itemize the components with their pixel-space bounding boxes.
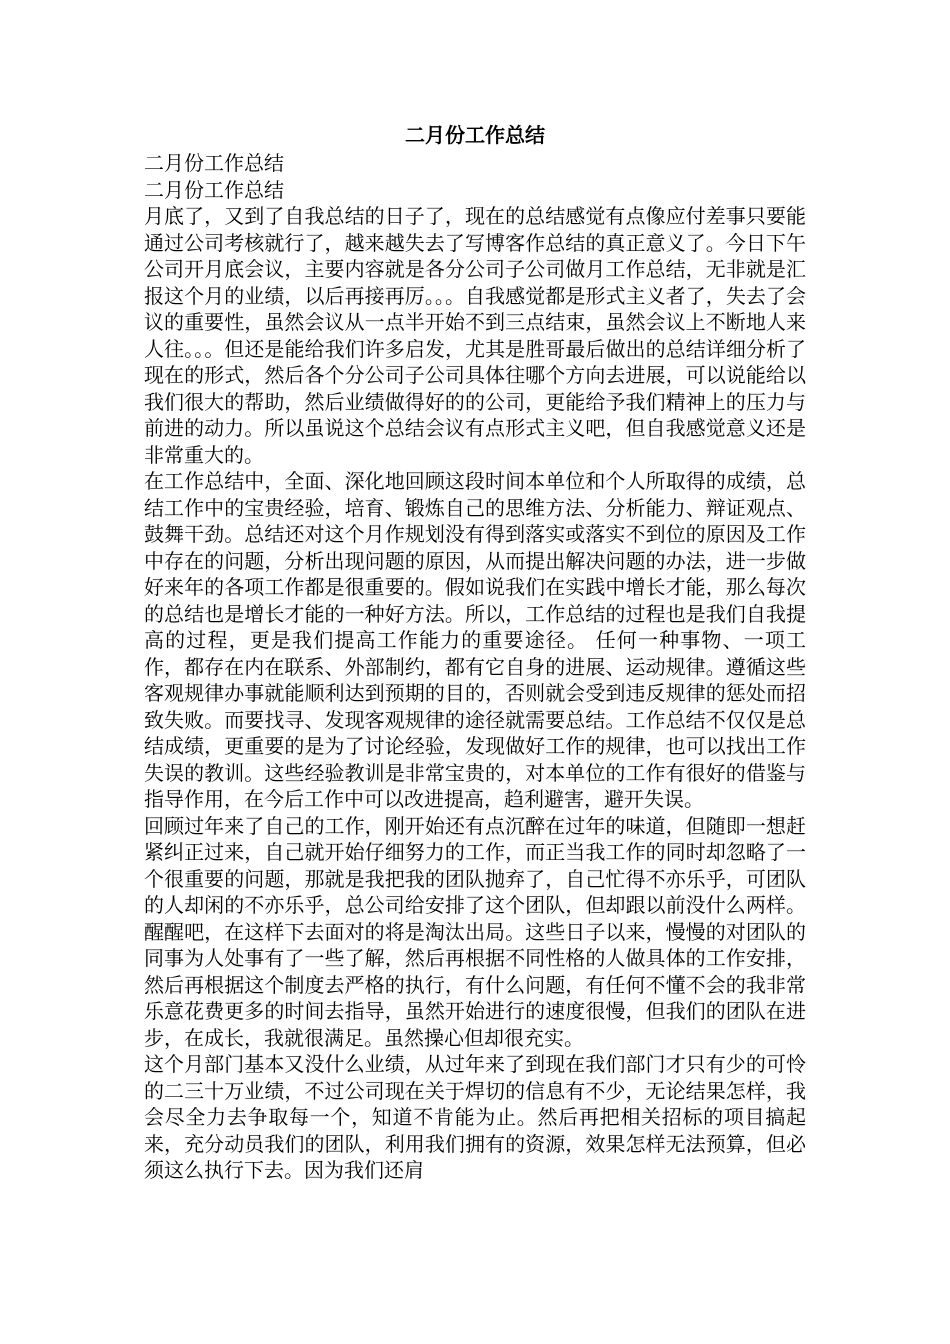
body-paragraph: 这个月部门基本又没什么业绩，从过年来了到现在我们部门才只有少的可怜的二三十万业绩，不过公司现在关于焊切的信息有不少，无论结果怎样，我会尽全力去争取每一个，知道不肯能为止。然后再把相关招标的项目搞起来，充分动员我们的团队，利用我们拥有的资源，效果怎样无法预算，但必须这么执行下去。因为我们还肩 [144, 1052, 806, 1182]
document-title: 二月份工作总结 [405, 123, 545, 147]
body-paragraph: 在工作总结中，全面、深化地回顾这段时间本单位和个人所取得的成绩，总结工作中的宝贵经验，培育、锻炼自己的思维方法、分析能力、辩证观点、鼓舞干劲。总结还对这个月作规划没有得到落实或落实不到位的原因及工作中存在的问题，分析出现问题的原因，从而提出解决问题的办法，进一步做好来年的各项工作都是很重要的。假如说我们在实践中增长才能，那么每次的总结也是增长才能的一种好方法。所以，工作总结的过程也是我们自我提高的过程，更是我们提高工作能力的重要途径。 任何一种事物、一项工作，都存在内在联系、外部制约，都有它自身的进展、运动规律。遵循这些客观规律办事就能顺利达到预期的目的，否则就会受到违反规律的惩处而招致失败。而要找寻、发现客观规律的途径就需要总结。工作总结不仅仅是总结成绩，更重要的是为了讨论经验，发现做好工作的规律，也可以找出工作失误的教训。这些经验教训是非常宝贵的，对本单位的工作有很好的借鉴与指导作用，在今后工作中可以改进提高，趋利避害，避开失误。 [144, 469, 806, 811]
subtitle-line: 二月份工作总结 [144, 177, 284, 202]
document-page [144, 120, 806, 1184]
subtitle-line: 二月份工作总结 [144, 151, 284, 175]
body-paragraph: 回顾过年来了自己的工作，刚开始还有点沉醉在过年的味道，但随即一想赶紧纠正过来，自己就开始仔细努力的工作，而正当我工作的同时却忽略了一个很重要的问题，那就是我把我的团队抛弃了，自己忙得不亦乐乎，可团队的人却闲的不亦乐乎，总公司给安排了这个团队，但却跟以前没什么两样。醒醒吧，在这样下去面对的将是淘汰出局。这些日子以来，慢慢的对团队的同事为人处事有了一些了解，然后再根据不同性格的人做具体的工作安排，然后再根据这个制度去严格的执行，有什么问题，有任何不懂不会的我非常乐意花费更多的时间去指导，虽然开始进行的速度很慢，但我们的团队在进步，在成长，我就很满足。虽然操心但却很充实。 [144, 813, 806, 1050]
body-paragraph: 月底了，又到了自我总结的日子了，现在的总结感觉有点像应付差事只要能通过公司考核就行了，越来越失去了写博客作总结的真正意义了。今日下午公司开月底会议，主要内容就是各分公司子公司做月工作总结，无非就是汇报这个月的业绩，以后再接再厉。。。自我感觉都是形式主义者了，失去了会议的重要性，虽然会议从一点半开始不到三点结束，虽然会议上不断地人来人往。。。但还是能给我们许多启发，尤其是胜哥最后做出的总结详细分析了现在的形式，然后各个分公司子公司具体往哪个方向去进展，可以说能给以我们很大的帮助，然后业绩做得好的的公司，更能给予我们精神上的压力与前进的动力。所以虽说这个总结会议有点形式主义吧，但自我感觉意义还是非常重大的。 [144, 204, 806, 467]
